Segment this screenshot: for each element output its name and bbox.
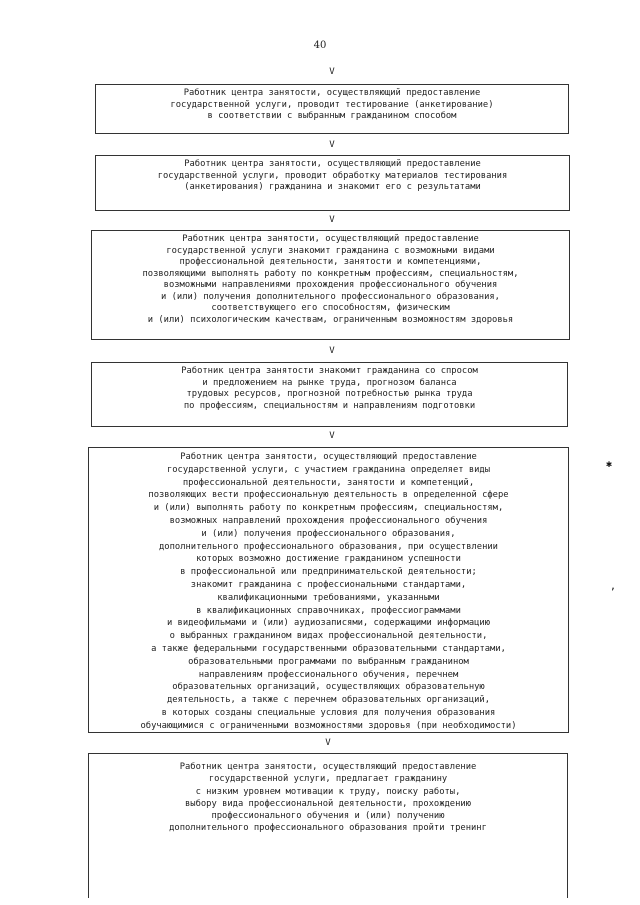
flow-arrow-3: V [329, 215, 335, 225]
flow-arrow-5: V [329, 431, 335, 441]
step-box-labour-market: Работник центра занятости знакомит гражданина со спросом и предложением на рынке труда, прогнозом баланса трудовых ресурсов, прогнозной потребностью рынка труда по профессиям, специальностям и направлениям подготовки [91, 362, 568, 427]
step-box-processing: Работник центра занятости, осуществляющий предоставление государственной услуги, проводит обработку материалов тестирования (анкетирования) гражданина и знакомит его с результатами [95, 155, 570, 211]
step-box-testing: Работник центра занятости, осуществляющий предоставление государственной услуги, проводит тестирование (анкетирование) в соответствии с выбранным гражданином способом [95, 84, 569, 134]
margin-tick-icon: ‚ [610, 581, 617, 592]
margin-mark-icon: ✱ [606, 459, 613, 470]
flow-arrow-6: V [325, 738, 331, 748]
flow-arrow-2: V [329, 140, 335, 150]
step-box-training-offer: Работник центра занятости, осуществляющий предоставление государственной услуги, предлагает гражданину с низким уровнем мотивации к труду, поиску работы, выбору вида профессиональной деятельности, прохождению профессионального обучения и (или) получению дополнительного профессионального образования пройти тренинг [88, 753, 568, 898]
page-number: 40 [313, 40, 327, 51]
flow-arrow-4: V [329, 346, 335, 356]
flow-arrow-1: V [329, 67, 335, 77]
step-box-activities: Работник центра занятости, осуществляющий предоставление государственной услуги знакомит гражданина с возможными видами профессиональной деятельности, занятости и компетенциями, позволяющими выполнять работу по конкретным профессиям, специальностям, возможными направлениями прохождения профессионального обучения и (или) получения дополнительного профессионального образования, соответствующего его способностям, физическим и (или) психологическим качествам, ограниченным возможностям здоровья [91, 230, 570, 340]
step-box-career-definition: Работник центра занятости, осуществляющий предоставление государственной услуги, с участием гражданина определяет виды профессиональной деятельности, занятости и компетенций, позволяющих вести профессиональную деятельность в определенной сфере и (или) выполнять работу по конкретным профессиям, специальностям, возможных направлений прохождения профессионального обучения и (или) получения профессионального образования, дополнительного профессионального образования, при осуществлении которых возможно достижение гражданином успешности в профессиональной или предпринимательской деятельности; знакомит гражданина с профессиональными стандартами, квалификационными требованиями, указанными в квалификационных справочниках, профессиограммами и видеофильмами и (или) аудиозаписями, содержащими информацию о выбранных гражданином видах профессиональной деятельности, а также федеральными государственными образовательными стандартами, образовательными программами по выбранным гражданином направлениям профессионального обучения, перечнем образовательных организаций, осуществляющих образовательную деятельность, а также с перечнем образовательных организаций, в которых созданы специальные условия для получения образования обучающимися с ограниченными возможностями здоровья (при необходимости) [88, 447, 569, 733]
